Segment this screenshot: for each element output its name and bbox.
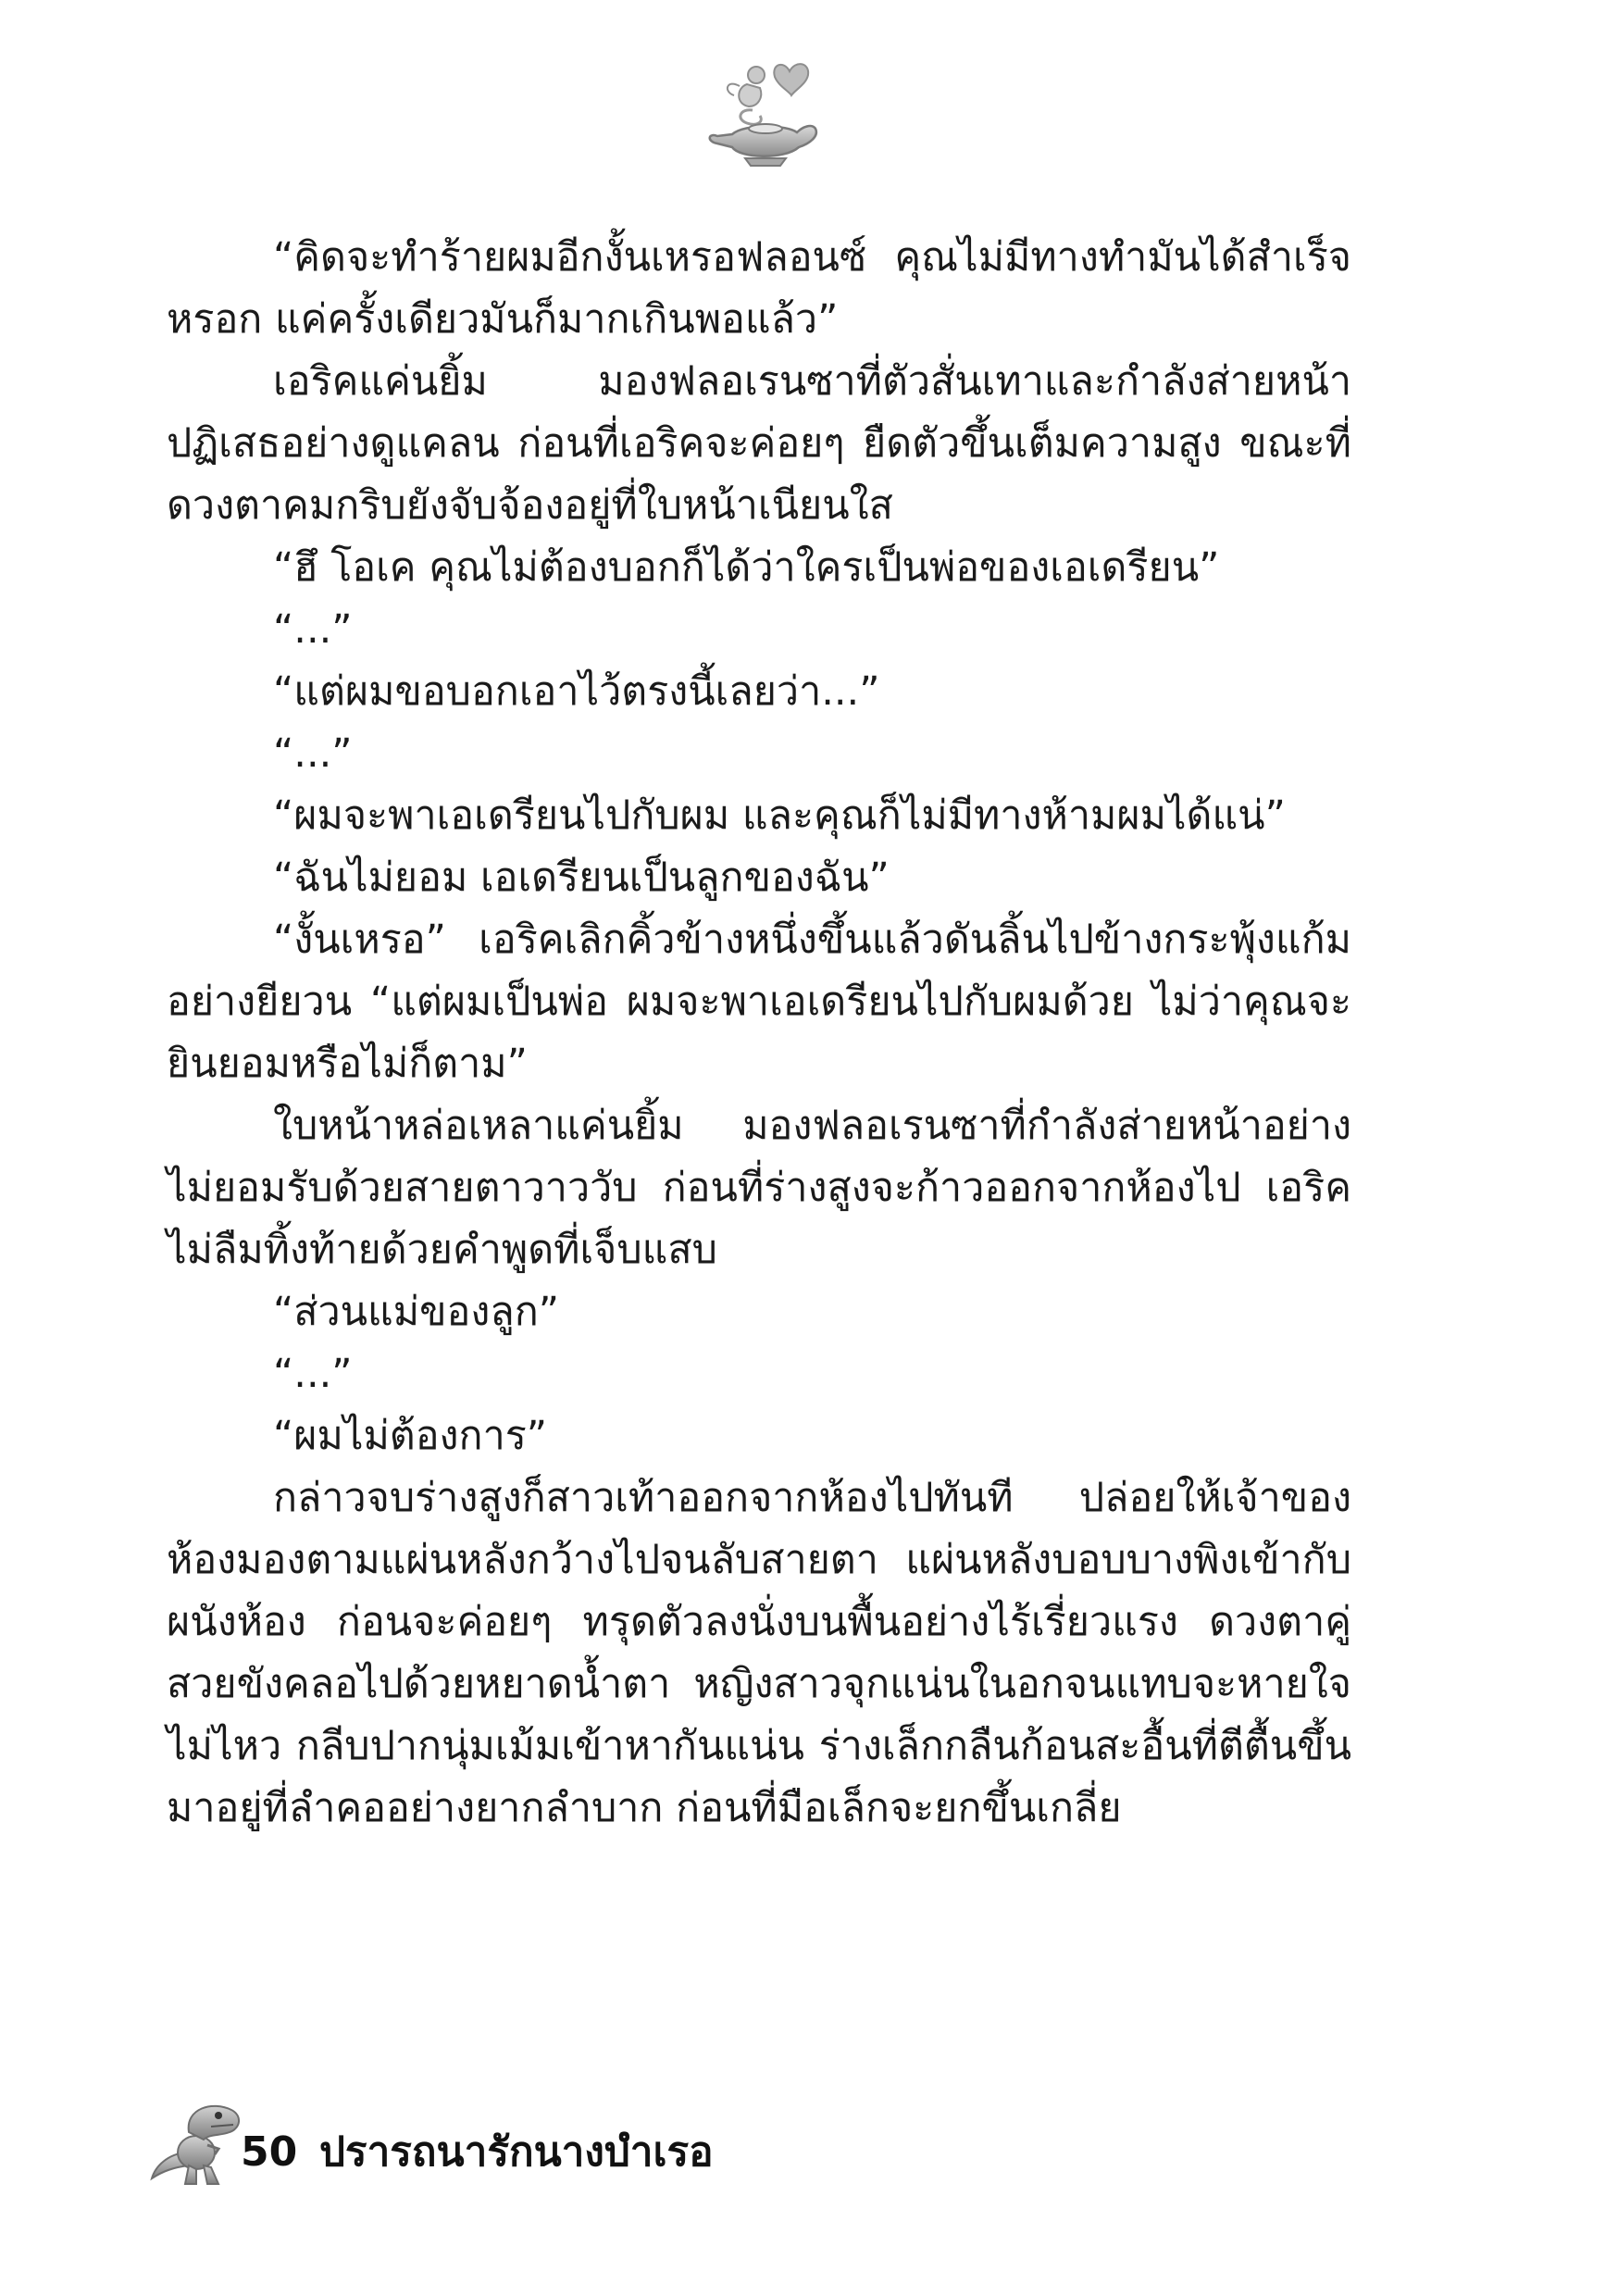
page-footer (148, 2088, 981, 2190)
page-number: 50 (241, 2128, 298, 2176)
paragraph: กล่าวจบร่างสูงก็สาวเท้าออกจากห้องไปทันที ปล่อยให้เจ้าของห้องมองตามแผ่นหลังกว้างไปจนลับสายตา แผ่นหลังบอบบางพิงเข้ากับผนังห้อง ก่อนจะค่อยๆ ทรุดตัวลงนั่งบนพื้นอย่างไร้เรี่ยวแรง ดวงตาคู่สวยขังคลอไปด้วยหยาดน้ำตา หญิงสาวจุกแน่นในอกจนแทบจะหายใจไม่ไหว กลีบปากนุ่มเม้มเข้าหากันแน่น ร่างเล็กกลืนก้อนสะอื้นที่ตีตื้นขึ้นมาอยู่ที่ลำคออย่างยากลำบาก ก่อนที่มือเล็กจะยกขึ้นเกลี่ย (167, 1475, 1351, 1831)
paragraph: “ฮึ โอเค คุณไม่ต้องบอกก็ได้ว่าใครเป็นพ่อของเอเดรียน” (273, 544, 1220, 591)
magic-lamp-icon (699, 51, 828, 171)
paragraph: “...” (273, 606, 353, 653)
paragraph: “...” (273, 730, 353, 777)
paragraph: “คิดจะทำร้ายผมอีกงั้นเหรอฟลอนซ์ คุณไม่มีทางทำมันได้สำเร็จหรอก แค่ครั้งเดียวมันก็มากเกินพอแล้ว” (167, 234, 1351, 343)
paragraph: “ผมจะพาเอเดรียนไปกับผม และคุณก็ไม่มีทางห้ามผมได้แน่” (273, 792, 1286, 839)
paragraph: “...” (273, 1351, 353, 1397)
paragraph: “ฉันไม่ยอม เอเดรียนเป็นลูกของฉัน” (273, 855, 890, 901)
paragraph: “ผมไม่ต้องการ” (273, 1413, 548, 1459)
paragraph: “งั้นเหรอ” เอริคเลิกคิ้วข้างหนึ่งขึ้นแล้วดันลิ้นไปข้างกระพุ้งแก้มอย่างยียวน “แต่ผมเป็นพ่อ ผมจะพาเอเดรียนไปกับผมด้วย ไม่ว่าคุณจะยินยอมหรือไม่ก็ตาม” (167, 917, 1351, 1087)
paragraph: เอริคแค่นยิ้ม มองฟลอเรนซาที่ตัวสั่นเทาและกำลังส่ายหน้าปฏิเสธอย่างดูแคลน ก่อนที่เอริคจะค่อยๆ ยืดตัวขึ้นเต็มความสูง ขณะที่ดวงตาคมกริบยังจับจ้องอยู่ที่ใบหน้าเนียนใส (167, 358, 1351, 529)
book-title: ปรารถนารักนางบำเรอ (319, 2128, 714, 2176)
paragraph: “แต่ผมขอบอกเอาไว้ตรงนี้เลยว่า...” (273, 668, 880, 715)
paragraph: ใบหน้าหล่อเหลาแค่นยิ้ม มองฟลอเรนซาที่กำลังส่ายหน้าอย่างไม่ยอมรับด้วยสายตาวาววับ ก่อนที่ร่างสูงจะก้าวออกจากห้องไป เอริคไม่ลืมทิ้งท้ายด้วยคำพูดที่เจ็บแสบ (167, 1103, 1351, 1273)
body-text (167, 227, 1351, 1840)
paragraph: “ส่วนแม่ของลูก” (273, 1289, 559, 1335)
